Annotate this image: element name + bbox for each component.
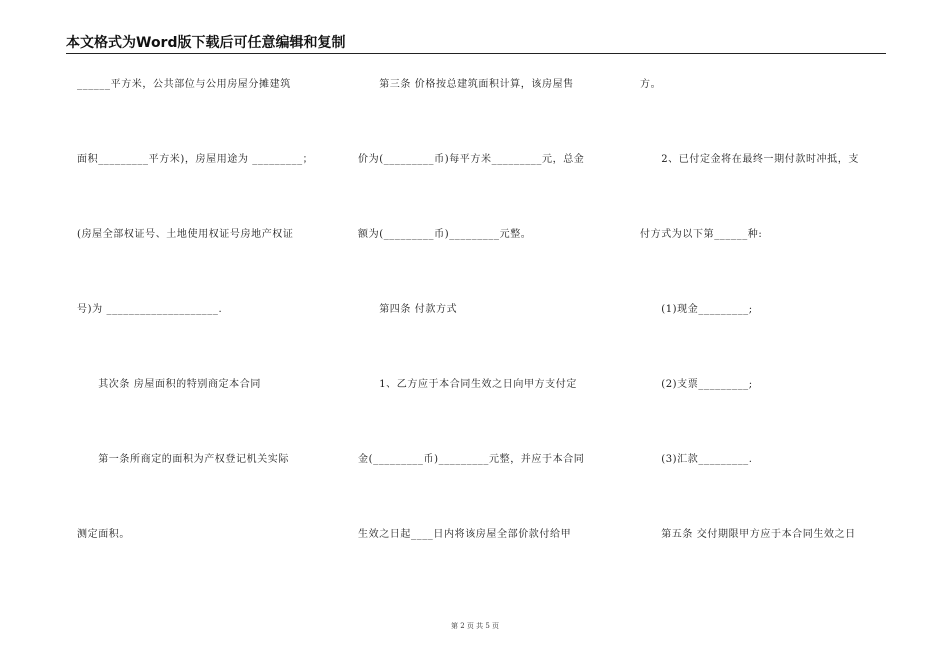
text-line: 生效之日起____日内将该房屋全部价款付给甲 [358,529,572,540]
header-divider [66,53,886,54]
text-line: 第一条所商定的面积为产权登记机关实际 [77,454,289,465]
text-column-1 [77,73,332,553]
text-line: 其次条 房屋面积的特别商定本合同 [77,379,261,390]
text-column-2 [358,73,613,553]
text-line: ______平方米，公共部位与公用房屋分摊建筑 [77,79,291,90]
page-number-footer: 第 2 页 共 5 页 [450,622,500,630]
text-line: 第五条 交付期限甲方应于本合同生效之日 [640,529,856,540]
text-line: 方。 [640,79,662,90]
text-line: (3)汇款_________. [640,454,753,465]
text-line: 价为(_________币)每平方米_________元，总金 [358,154,585,165]
text-line: 第四条 付款方式 [358,304,458,315]
text-line: 面积_________平方米)，房屋用途为 _________； [77,154,314,165]
text-line: 第三条 价格按总建筑面积计算，该房屋售 [358,79,574,90]
text-column-3 [640,73,890,553]
text-line: 付方式为以下第______种: [640,229,763,240]
text-line: (1)现金_________; [640,304,753,315]
text-line: 金(_________币)_________元整，并应于本合同 [358,454,585,465]
text-line: (房屋全部权证号、土地使用权证号房地产权证 [77,229,294,240]
text-line: 号)为 ____________________. [77,304,223,315]
text-line: 1、乙方应于本合同生效之日向甲方支付定 [358,379,577,390]
document-header-title: 本文格式为Word版下载后可任意编辑和复制 [66,35,346,51]
text-line: 额为(_________币)_________元整。 [358,229,532,240]
text-line: 测定面积。 [77,529,130,540]
text-line: (2)支票_________; [640,379,753,390]
text-line: 2、已付定金将在最终一期付款时冲抵，支 [640,154,859,165]
